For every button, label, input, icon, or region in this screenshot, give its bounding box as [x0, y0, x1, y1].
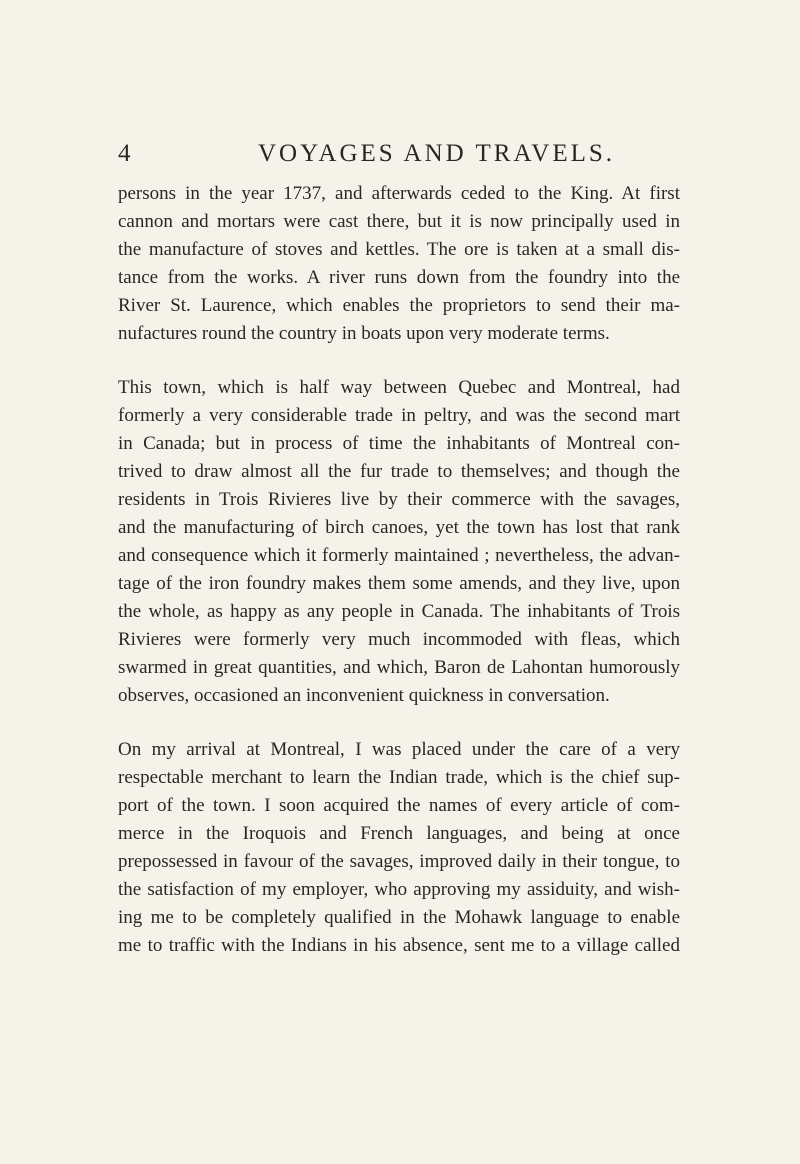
text-line: the manufacture of stoves and kettles. The ore is taken at a small dis-: [118, 239, 680, 260]
text-line: respectable merchant to learn the Indian trade, which is the chief sup-: [118, 767, 680, 788]
text-line: persons in the year 1737, and afterwards ceded to the King. At first: [118, 183, 680, 204]
paragraph-1: [118, 180, 680, 348]
running-title: VOYAGES AND TRAVELS.: [258, 140, 616, 167]
body-text: [118, 180, 680, 960]
text-line: tage of the iron foundry makes them some amends, and they live, upon: [118, 573, 680, 594]
text-line: trived to draw almost all the fur trade to themselves; and though the: [118, 461, 680, 482]
paragraph-2: [118, 374, 680, 710]
text-line: the satisfaction of my employer, who approving my assiduity, and wish-: [118, 879, 680, 900]
text-line: This town, which is half way between Quebec and Montreal, had: [118, 377, 680, 398]
text-line: prepossessed in favour of the savages, improved daily in their tongue, to: [118, 851, 680, 872]
text-line: tance from the works. A river runs down from the foundry into the: [118, 267, 680, 288]
text-line: and consequence which it formerly maintained ; nevertheless, the advan-: [118, 545, 680, 566]
paragraph-3: [118, 736, 680, 960]
text-line: On my arrival at Montreal, I was placed under the care of a very: [118, 739, 680, 760]
text-line: port of the town. I soon acquired the names of every article of com-: [118, 795, 680, 816]
text-line: Rivieres were formerly very much incommoded with fleas, which: [118, 629, 680, 650]
text-line: swarmed in great quantities, and which, Baron de Lahontan humorously: [118, 657, 680, 678]
text-line: in Canada; but in process of time the inhabitants of Montreal con-: [118, 433, 680, 454]
text-line: ing me to be completely qualified in the Mohawk language to enable: [118, 907, 680, 928]
text-line: River St. Laurence, which enables the proprietors to send their ma-: [118, 295, 680, 316]
page-number: 4: [118, 140, 131, 167]
text-line: residents in Trois Rivieres live by their commerce with the savages,: [118, 489, 680, 510]
page-header: [118, 140, 678, 176]
text-line: and the manufacturing of birch canoes, yet the town has lost that rank: [118, 517, 680, 538]
text-line: cannon and mortars were cast there, but it is now principally used in: [118, 211, 680, 232]
text-line: observes, occasioned an inconvenient quickness in conversation.: [118, 685, 610, 706]
text-line: merce in the Iroquois and French languages, and being at once: [118, 823, 680, 844]
text-line: the whole, as happy as any people in Canada. The inhabitants of Trois: [118, 601, 680, 622]
text-line: formerly a very considerable trade in peltry, and was the second mart: [118, 405, 680, 426]
text-line: nufactures round the country in boats upon very moderate terms.: [118, 323, 610, 344]
text-line: me to traffic with the Indians in his absence, sent me to a village called: [118, 935, 680, 956]
